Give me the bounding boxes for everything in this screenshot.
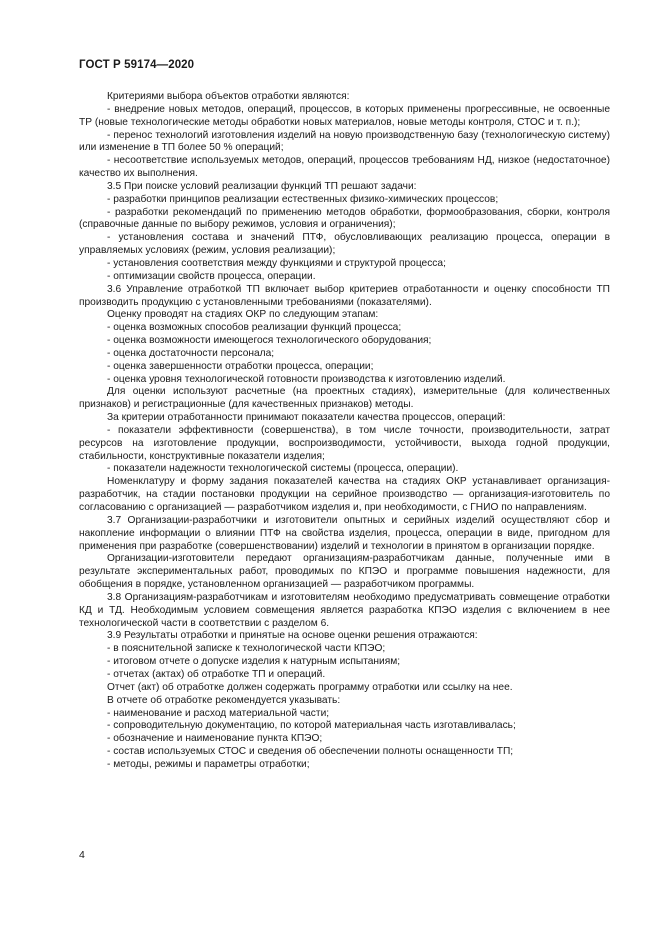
standard-header: ГОСТ Р 59174—2020 — [79, 59, 195, 71]
paragraph: Номенклатуру и форму задания показателей качества на стадиях ОКР устанавливает организация-разработчик, на стадии постановки продукции на серийное производство — организация-изготовитель по согласованию с организацией — разработчиком изделия и, при необходимости, с ГНИО по направлениям. — [79, 476, 610, 513]
list-item: - разработки рекомендаций по применению методов обработки, формообразования, сборки, контроля (справочные данные по выбору режимов, условия и ограничения); — [79, 206, 610, 231]
paragraph: Для оценки используют расчетные (на проектных стадиях), измерительные (для количественных признаков) и регистрационные (для качественных признаков) методы. — [79, 386, 610, 411]
list-item: - в пояснительной записке к технологической части КПЭО; — [107, 643, 386, 655]
list-item: - оценка возможных способов реализации функций процесса; — [107, 322, 402, 334]
paragraph: В отчете об отработке рекомендуется указывать: — [107, 694, 341, 706]
list-item: - оптимизации свойств процесса, операции. — [107, 270, 316, 282]
list-item: - состав используемых СТОС и сведения об обеспечении полноты оснащенности ТП; — [107, 746, 514, 758]
body-text — [79, 91, 610, 772]
list-item: - перенос технологий изготовления изделий на новую производственную базу (технологическую систему) или изменение в ТП более 50 % операций; — [79, 129, 610, 154]
list-item: - оценка уровня технологической готовности производства к изготовлению изделий. — [107, 373, 506, 385]
list-item: - оценка завершенности отработки процесса, операции; — [107, 360, 374, 372]
list-item: - несоответствие используемых методов, операций, процессов требованиям НД, низкое (недостаточное) качество их выполнения. — [79, 155, 610, 180]
paragraph: Критериями выбора объектов отработки являются: — [107, 91, 350, 102]
list-item: - оценка достаточности персонала; — [107, 347, 275, 359]
list-item: - показатели надежности технологической системы (процесса, операции). — [107, 463, 459, 475]
list-item: - сопроводительную документацию, по которой материальная часть изготавливалась; — [107, 720, 516, 732]
clause-3-9: 3.9 Результаты отработки и принятые на основе оценки решения отражаются: — [107, 630, 478, 642]
clause-3-7: 3.7 Организации-разработчики и изготовители опытных и серийных изделий осуществляют сбор и накопление информации о влиянии ПТФ на свойства изделия, процесса, операции в виде, пригодном для применения при разработке (совершенствовании) изделий и технологии в принятом в организации порядке. — [79, 514, 610, 552]
paragraph: Оценку проводят на стадиях ОКР по следующим этапам: — [107, 309, 379, 321]
list-item: - внедрение новых методов, операций, процессов, в которых применены прогрессивные, не освоенные ТР (новые технологические методы обработки новых материалов, новые методы контроля, СТОС и т. п.); — [79, 103, 610, 128]
clause-3-6: 3.6 Управление отработкой ТП включает выбор критериев отработанности и оценку способности ТП производить продукцию с установленными требованиями (показателями). — [79, 283, 610, 308]
list-item: - оценка возможности имеющегося технологического оборудования; — [107, 335, 432, 347]
list-item: - обозначение и наименование пункта КПЭО; — [107, 733, 323, 745]
list-item: - разработки принципов реализации естественных физико-химических процессов; — [107, 193, 499, 205]
clause-3-5: 3.5 При поиске условий реализации функций ТП решают задачи: — [107, 180, 417, 192]
list-item: - установления состава и значений ПТФ, обусловливающих реализацию процесса, операции в управляемых условиях (режим, условия реализации); — [79, 232, 610, 257]
page-number: 4 — [79, 849, 85, 861]
list-item: - наименование и расход материальной части; — [107, 707, 330, 719]
list-item: - показатели эффективности (совершенства), в том числе точности, производительности, затрат ресурсов на изготовление продукции, воспроизводимости, устойчивости, выхода годной продукции, стабильности, конструктивные показатели изделия; — [79, 424, 610, 462]
list-item: - методы, режимы и параметры отработки; — [107, 758, 310, 770]
clause-3-8: 3.8 Организациям-разработчикам и изготовителям необходимо предусматривать совмещение отработки КД и ТД. Необходимым условием совмещения является разработка КПЭО изделия с включением в нее технологической части в соответствии с разделом 6. — [79, 591, 610, 629]
list-item: - установления соответствия между функциями и структурой процесса; — [107, 257, 446, 269]
list-item: - итоговом отчете о допуске изделия к натурным испытаниям; — [107, 656, 401, 668]
list-item: - отчетах (актах) об отработке ТП и операций. — [107, 668, 326, 680]
paragraph: Организации-изготовители передают организациям-разработчикам данные, полученные ими в результате экспериментальных работ, проводимых по КПЭО и программе повышения надежности, для обобщения в порядке, установленном организацией — разработчиком программы. — [79, 553, 610, 591]
paragraph: За критерии отработанности принимают показатели качества процессов, операций: — [107, 412, 506, 424]
paragraph: Отчет (акт) об отработке должен содержать программу отработки или ссылку на нее. — [107, 681, 513, 693]
